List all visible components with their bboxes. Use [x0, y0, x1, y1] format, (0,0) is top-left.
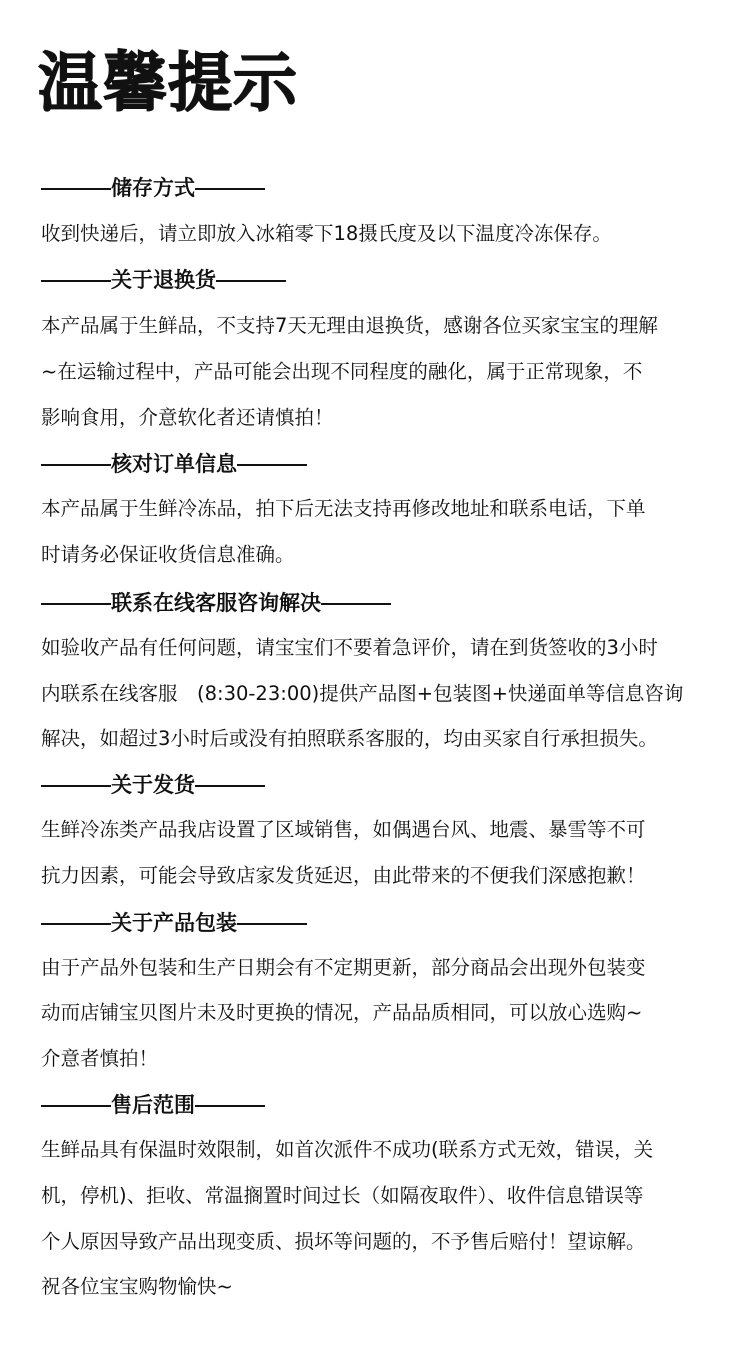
body-line: 收到快递后，请立即放入冰箱零下18摄氏度及以下温度冷冻保存。: [41, 222, 612, 245]
heading-text: 联系在线客服咨询解决: [111, 591, 321, 615]
heading-dash-left: [41, 464, 111, 466]
body-line: 内联系在线客服 (8:30-23:00)提供产品图+包装图+快递面单等信息咨询: [41, 682, 684, 705]
body-line: 个人原因导致产品出现变质、损坏等问题的，不予售后赔付！望谅解。: [41, 1230, 646, 1253]
body-line: 由于产品外包装和生产日期会有不定期更新，部分商品会出现外包装变: [41, 956, 646, 979]
heading-dash-right: [321, 603, 391, 605]
heading-dash-right: [216, 280, 286, 282]
heading-dash-right: [195, 785, 265, 787]
heading-dash-left: [41, 1105, 111, 1107]
closing-line: 祝各位宝宝购物愉快~: [41, 1275, 233, 1298]
heading-text: 关于产品包装: [111, 911, 237, 935]
body-line: 介意者慎拍！: [41, 1047, 159, 1070]
heading-dash-left: [41, 603, 111, 605]
heading-text: 核对订单信息: [111, 452, 237, 476]
body-line: 解决，如超过3小时后或没有拍照联系客服的，均由买家自行承担损失。: [41, 727, 658, 750]
heading-dash-right: [195, 188, 265, 190]
section-heading-storage: [41, 178, 265, 199]
body-line: 抗力因素，可能会导致店家发货延迟，由此带来的不便我们深感抱歉！: [41, 864, 646, 887]
body-line: 机，停机)、拒收、常温搁置时间过长（如隔夜取件）、收件信息错误等: [41, 1184, 644, 1207]
heading-dash-right: [195, 1105, 265, 1107]
section-heading-order-check: [41, 454, 307, 475]
heading-text: 储存方式: [111, 176, 195, 200]
heading-dash-left: [41, 923, 111, 925]
heading-dash-left: [41, 280, 111, 282]
section-heading-shipping: [41, 775, 265, 796]
body-line: 生鲜冷冻类产品我店设置了区域销售，如偶遇台风、地震、暴雪等不可: [41, 818, 646, 841]
heading-text: 售后范围: [111, 1093, 195, 1117]
heading-text: 关于退换货: [111, 268, 216, 292]
section-heading-returns: [41, 270, 286, 291]
section-heading-packaging: [41, 913, 307, 934]
body-line: 本产品属于生鲜品，不支持7天无理由退换货，感谢各位买家宝宝的理解: [41, 314, 658, 337]
body-line: 本产品属于生鲜冷冻品，拍下后无法支持再修改地址和联系电话，下单: [41, 497, 646, 520]
heading-text: 关于发货: [111, 773, 195, 797]
heading-dash-right: [237, 464, 307, 466]
body-line: 时请务必保证收货信息准确。: [41, 543, 295, 566]
section-heading-customer-service: [41, 593, 391, 614]
page-title: 温馨提示: [38, 47, 298, 121]
section-heading-after-sales: [41, 1095, 265, 1116]
body-line: 动而店铺宝贝图片未及时更换的情况，产品品质相同，可以放心选购~: [41, 1001, 643, 1024]
body-line: 如验收产品有任何问题，请宝宝们不要着急评价，请在到货签收的3小时: [41, 636, 658, 659]
heading-dash-left: [41, 188, 111, 190]
body-line: 生鲜品具有保温时效限制，如首次派件不成功(联系方式无效，错误，关: [41, 1138, 654, 1161]
heading-dash-left: [41, 785, 111, 787]
body-line: 影响食用，介意软化者还请慎拍！: [41, 406, 334, 429]
heading-dash-right: [237, 923, 307, 925]
body-line: ~在运输过程中，产品可能会出现不同程度的融化，属于正常现象，不: [41, 360, 643, 383]
